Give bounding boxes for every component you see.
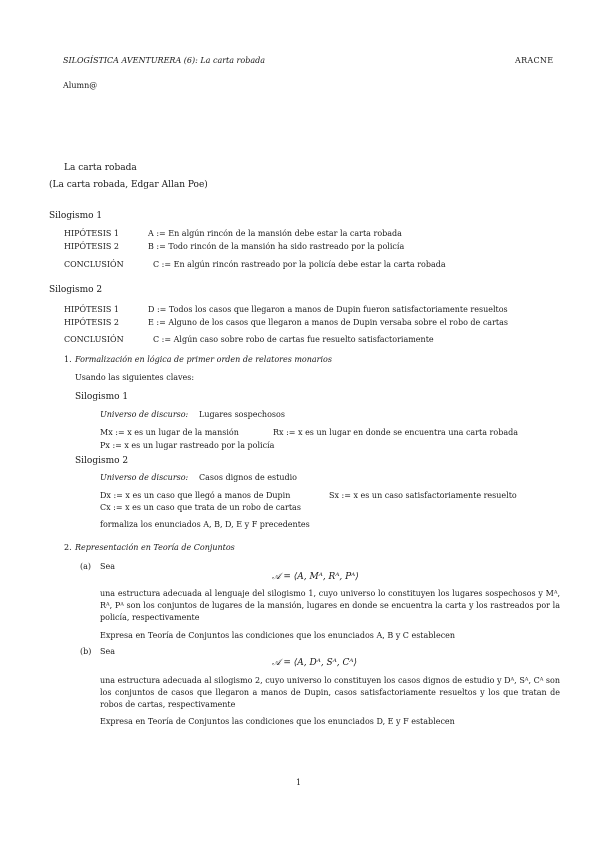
s1-c-label: CONCLUSIÓN — [64, 260, 124, 269]
s2-h2-label: HIPÓTESIS 2 — [64, 318, 120, 327]
q1-sub2-key3: Cx := x es un caso que trata de un robo de cartas — [100, 503, 301, 512]
s1-h1-text: A := En algún rincón de la mansión debe estar la carta robada — [148, 229, 402, 238]
publisher: ARACNE — [515, 56, 554, 65]
q2-b-task: Expresa en Teoría de Conjuntos las condiciones que los enunciados D, E y F establecen — [100, 717, 455, 726]
s2-h2-text: E := Alguno de los casos que llegaron a manos de Dupin versaba sobre el robo de cartas — [148, 318, 508, 327]
s2-h1-label: HIPÓTESIS 1 — [64, 305, 120, 314]
student-label: Alumn@ — [63, 81, 98, 90]
q2-a-label: (a) — [80, 562, 92, 571]
q1-sub1-key1: Mx := x es un lugar de la mansión — [100, 428, 239, 437]
s2-h1-text: D := Todos los casos que llegaron a manos de Dupin fueron satisfactoriamente resueltos — [148, 305, 508, 314]
q1-sub1-universe: Lugares sospechosos — [199, 410, 285, 419]
doc-title: La carta robada — [64, 163, 137, 173]
s2-c-text: C := Algún caso sobre robo de cartas fue resuelto satisfactoriamente — [153, 335, 434, 344]
q1-intro: Usando las siguientes claves: — [75, 373, 195, 382]
q2-heading: Representación en Teoría de Conjuntos — [75, 543, 235, 552]
s1-c-text: C := En algún rincón rastreado por la policía debe estar la carta robada — [153, 260, 446, 269]
q2-b-label: (b) — [80, 647, 92, 656]
silogismo2-heading: Silogismo 2 — [49, 285, 103, 295]
q1-sub1-heading: Silogismo 1 — [75, 392, 129, 402]
q1-sub1-key3: Px := x es un lugar rastreado por la policía — [100, 441, 275, 450]
q2-a-formula: 𝒜 = ⟨A, Mᴬ, Rᴬ, Pᴬ⟩ — [272, 572, 359, 582]
q1-sub1-universe-label: Universo de discurso: — [100, 410, 189, 419]
s1-h2-label: HIPÓTESIS 2 — [64, 242, 120, 251]
q2-a-task: Expresa en Teoría de Conjuntos las condiciones que los enunciados A, B y C establecen — [100, 631, 456, 640]
q1-heading: Formalización en lógica de primer orden de relatores monarios — [75, 355, 332, 364]
q1-sub2-heading: Silogismo 2 — [75, 456, 129, 466]
q2-b-formula: 𝒜 = ⟨A, Dᴬ, Sᴬ, Cᴬ⟩ — [272, 658, 358, 668]
q1-sub2-key2: Sx := x es un caso satisfactoriamente resuelto — [329, 491, 517, 500]
q1-closing: formaliza los enunciados A, B, D, E y F precedentes — [100, 520, 310, 529]
q2-b-text: una estructura adecuada al silogismo 2, cuyo universo lo constituyen los casos dignos de estudio y Dᴬ, Sᴬ, Cᴬ son los conjuntos de casos que llegaron a manos de Dupin, casos satisfactoriamente resueltos y los que tratan de robos de cartas, respectivamente — [100, 676, 560, 709]
s2-c-label: CONCLUSIÓN — [64, 335, 124, 344]
s1-h1-label: HIPÓTESIS 1 — [64, 229, 120, 238]
page-number: 1 — [296, 778, 302, 787]
s1-h2-text: B := Todo rincón de la mansión ha sido rastreado por la policía — [148, 242, 405, 251]
q1-number: 1. — [64, 355, 72, 364]
running-title: SILOGÍSTICA AVENTURERA (6): La carta robada — [63, 56, 265, 65]
q1-sub2-key1: Dx := x es un caso que llegó a manos de Dupin — [100, 491, 291, 500]
q2-number: 2. — [64, 543, 72, 552]
q2-a-text: una estructura adecuada al lenguaje del silogismo 1, cuyo universo lo constituyen los lugares sospechosos y Mᴬ, Rᴬ, Pᴬ son los conjuntos de lugares de la mansión, lugares en donde se encuentra la carta y los rastreados por la policía, respectivamente — [100, 589, 560, 622]
q2-a-sea: Sea — [100, 562, 115, 571]
q1-sub2-universe: Casos dignos de estudio — [199, 473, 297, 482]
q1-sub2-universe-label: Universo de discurso: — [100, 473, 189, 482]
silogismo1-heading: Silogismo 1 — [49, 211, 103, 221]
q2-b-sea: Sea — [100, 647, 115, 656]
doc-source: (La carta robada, Edgar Allan Poe) — [49, 180, 208, 190]
q1-sub1-key2: Rx := x es un lugar en donde se encuentra una carta robada — [273, 428, 518, 437]
